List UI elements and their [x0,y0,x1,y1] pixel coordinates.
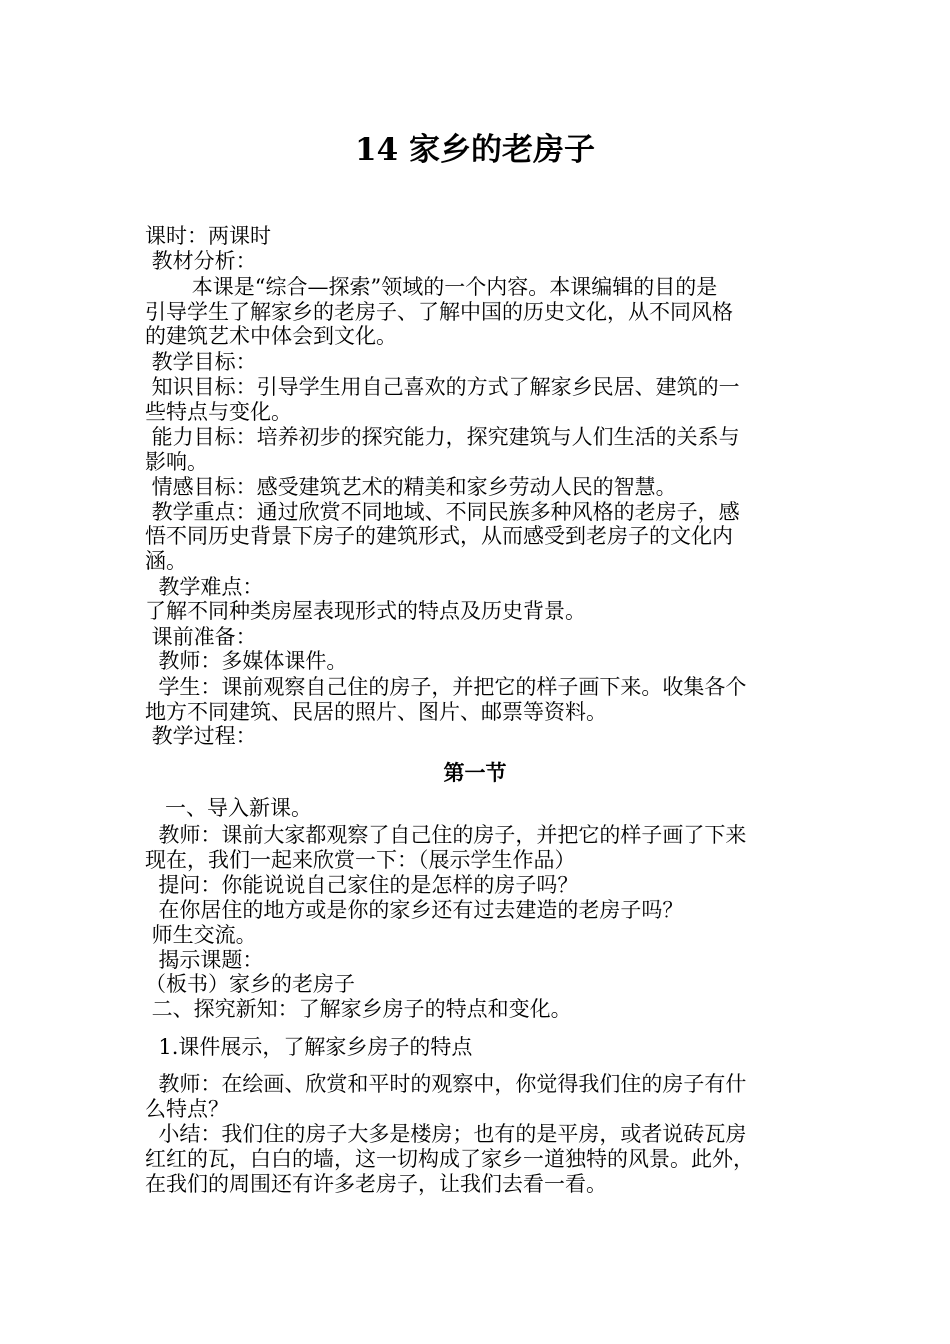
body-line: 教学重点：通过欣赏不同地域、不同民族多种风格的老房子，感 [145,500,740,524]
body-line: 影响。 [145,450,208,474]
body-line: （板书）家乡的老房子 [145,972,355,996]
body-line: 1.课件展示，了解家乡房子的特点 [145,1035,473,1059]
body-line: 涵。 [145,549,187,573]
body-line: 提问：你能说说自己家住的是怎样的房子吗？ [145,873,579,897]
body-line: 教师：在绘画、欣赏和平时的观察中，你觉得我们住的房子有什 [145,1072,747,1096]
body-line: 现在，我们一起来欣赏一下：（展示学生作品） [145,848,576,872]
body-line: 课时：两课时 [145,224,271,248]
body-line: 二、探究新知：了解家乡房子的特点和变化。 [145,997,572,1021]
body-line: 的建筑艺术中体会到文化。 [145,324,397,348]
document-title: 14 家乡的老房子 [355,132,595,168]
body-line: 些特点与变化。 [145,400,292,424]
body-line: 教学目标： [145,350,257,374]
body-line: 红红的瓦，白白的墙，这一切构成了家乡一道独特的风景。此外， [145,1147,754,1171]
body-line: 一、导入新课。 [145,796,313,820]
body-line: 本课是“综合—探索”领域的一个内容。本课编辑的目的是 [145,275,718,299]
body-line: 在你居住的地方或是你的家乡还有过去建造的老房子吗？ [145,898,684,922]
body-line: 揭示课题： [145,948,264,972]
body-line: 学生：课前观察自己住的房子，并把它的样子画下来。收集各个 [145,675,747,699]
body-line: 能力目标：培养初步的探究能力，探究建筑与人们生活的关系与 [145,425,740,449]
body-line: 了解不同种类房屋表现形式的特点及历史背景。 [145,599,586,623]
body-line: 么特点？ [145,1097,229,1121]
body-line: 情感目标：感受建筑艺术的精美和家乡劳动人民的智慧。 [145,475,677,499]
body-line: 教学难点： [145,575,264,599]
body-line: 知识目标：引导学生用自己喜欢的方式了解家乡民居、建筑的一 [145,375,740,399]
body-line: 悟不同历史背景下房子的建筑形式，从而感受到老房子的文化内 [145,524,733,548]
body-line: 师生交流。 [145,923,257,947]
body-line: 小结：我们住的房子大多是楼房；也有的是平房，或者说砖瓦房 [145,1122,747,1146]
body-line: 课前准备： [145,625,257,649]
body-line: 教师：课前大家都观察了自己住的房子，并把它的样子画了下来 [145,823,747,847]
body-line: 在我们的周围还有许多老房子，让我们去看一看。 [145,1172,607,1196]
body-line: 教材分析： [145,249,257,273]
body-line: 教师：多媒体课件。 [145,649,348,673]
body-line: 引导学生了解家乡的老房子、了解中国的历史文化，从不同风格 [145,300,733,324]
body-line: 地方不同建筑、民居的照片、图片、邮票等资料。 [145,700,607,724]
body-line: 教学过程： [145,724,257,748]
section-title: 第一节 [443,760,507,785]
